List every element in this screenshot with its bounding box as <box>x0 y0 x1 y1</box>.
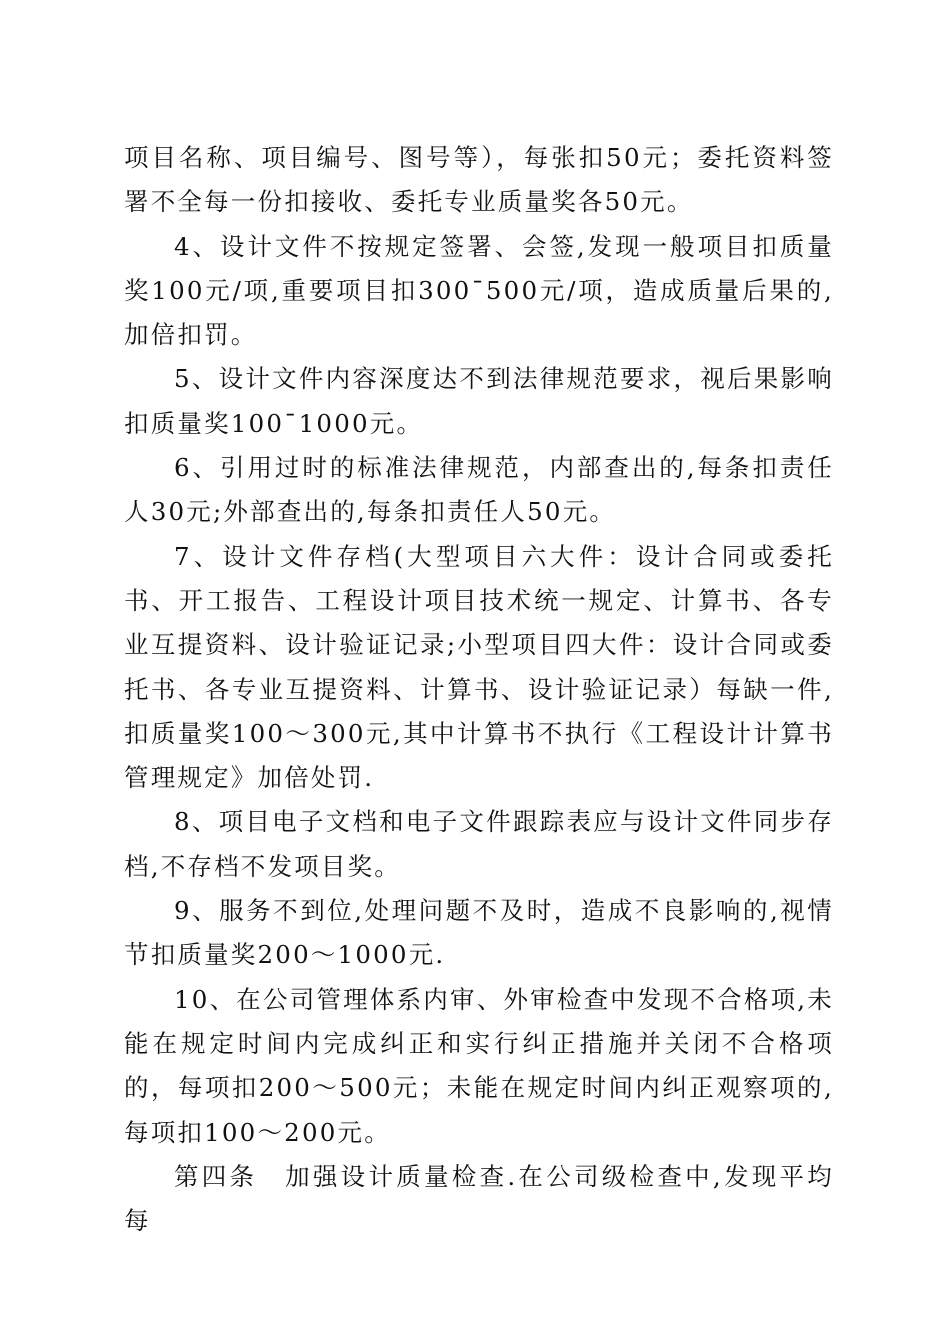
paragraph-item-8: 8、项目电子文档和电子文件跟踪表应与设计文件同步存档,不存档不发项目奖。 <box>124 807 834 881</box>
paragraph-item-5: 5、设计文件内容深度达不到法律规范要求，视后果影响扣质量奖100¯1000元。 <box>124 364 834 438</box>
paragraph-item-9: 9、服务不到位,处理问题不及时，造成不良影响的,视情节扣质量奖200～1000元. <box>124 896 834 970</box>
paragraph-continuation: 项目名称、项目编号、图号等），每张扣50元；委托资料签署不全每一份扣接收、委托专业质量奖各50元。 <box>124 143 834 217</box>
paragraph-item-7: 7、设计文件存档(大型项目六大件：设计合同或委托书、开工报告、工程设计项目技术统一规定、计算书、各专业互提资料、设计验证记录;小型项目四大件：设计合同或委托书、各专业互提资料、计算书、设计验证记录）每缺一件,扣质量奖100～300元,其中计算书不执行《工程设计计算书管理规定》加倍处罚. <box>124 541 834 793</box>
article-four-paragraph: 第四条 加强设计质量检查.在公司级检查中,发现平均每 <box>124 1161 834 1236</box>
paragraph-item-10: 10、在公司管理体系内审、外审检查中发现不合格项,未能在规定时间内完成纠正和实行纠正措施并关闭不合格项的，每项扣200～500元；未能在规定时间内纠正观察项的,每项扣100～200元。 <box>124 984 834 1147</box>
paragraph-item-6: 6、引用过时的标准法律规范，内部查出的,每条扣责任人30元;外部查出的,每条扣责任人50元。 <box>124 453 834 527</box>
document-body <box>124 136 834 1243</box>
paragraph-item-4: 4、设计文件不按规定签署、会签,发现一般项目扣质量奖100元/项,重要项目扣300¯500元/项，造成质量后果的,加倍扣罚。 <box>124 231 834 350</box>
